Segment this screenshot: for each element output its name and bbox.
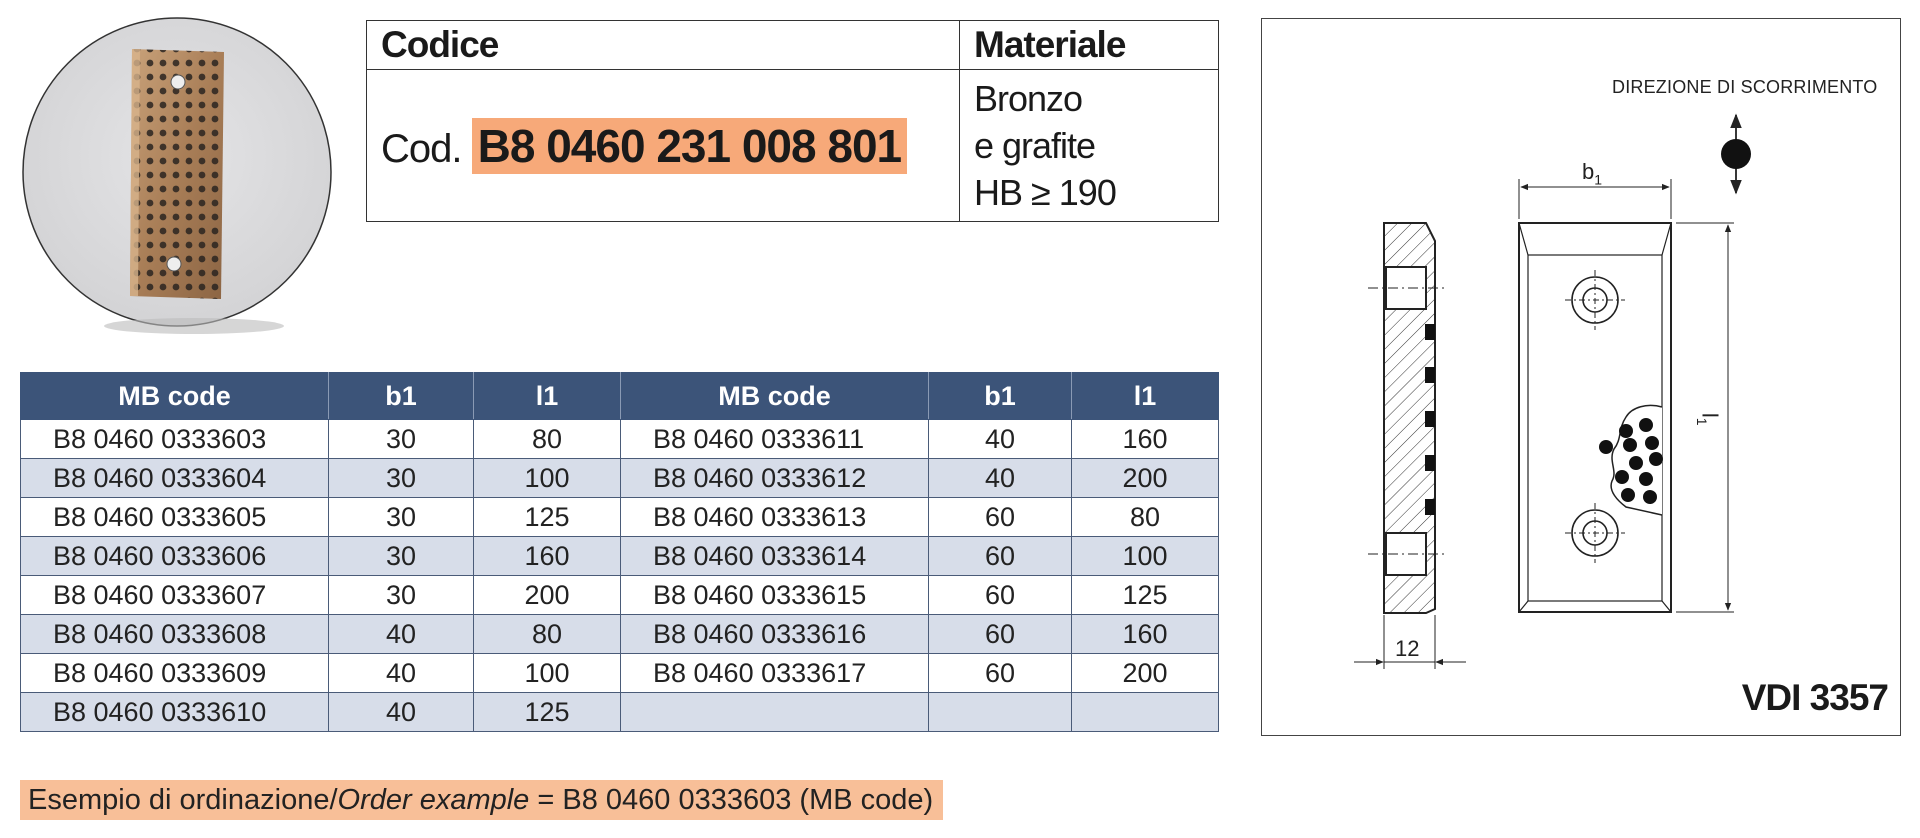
front-view (1519, 179, 1734, 612)
material-line: HB ≥ 190 (974, 172, 1116, 213)
mb-code-cell: B8 0460 0333616 (621, 615, 929, 654)
l1-cell: 80 (1072, 498, 1219, 537)
table-row (21, 654, 1219, 693)
mb-code-cell: B8 0460 0333603 (21, 420, 329, 459)
order-example-suffix: = B8 0460 0333603 (MB code) (529, 784, 934, 816)
b1-cell: 30 (329, 459, 474, 498)
sliding-direction-icon (1721, 115, 1751, 193)
b1-cell (929, 693, 1072, 732)
l1-cell: 80 (474, 420, 621, 459)
material-header: Materiale (960, 21, 1219, 70)
mb-code-cell: B8 0460 0333610 (21, 693, 329, 732)
l1-cell: 125 (474, 498, 621, 537)
direction-label: DIREZIONE DI SCORRIMENTO (1612, 77, 1878, 97)
b1-cell: 30 (329, 498, 474, 537)
l1-cell: 160 (474, 537, 621, 576)
table-row (21, 693, 1219, 732)
standard-label: VDI 3357 (1741, 677, 1888, 718)
mb-code-cell: B8 0460 0333612 (621, 459, 929, 498)
l1-cell: 200 (1072, 654, 1219, 693)
dimension-b1-label: $b_1$ (1582, 159, 1603, 188)
l1-cell: 100 (474, 459, 621, 498)
b1-cell: 30 (329, 420, 474, 459)
column-header: l1 (1072, 373, 1219, 420)
dimension-thickness-label: 12 (1395, 636, 1420, 661)
table-row (21, 576, 1219, 615)
mb-code-cell (621, 693, 929, 732)
material-line: Bronzo (974, 78, 1083, 119)
mb-code-table (20, 372, 1219, 732)
table-row (21, 537, 1219, 576)
column-header: b1 (329, 373, 474, 420)
b1-cell: 40 (929, 459, 1072, 498)
mb-code-cell: B8 0460 0333604 (21, 459, 329, 498)
table-header-row (21, 373, 1219, 420)
technical-drawing-panel (1261, 18, 1901, 736)
mb-code-cell: B8 0460 0333609 (21, 654, 329, 693)
technical-drawing (1262, 19, 1902, 737)
b1-cell: 60 (929, 576, 1072, 615)
l1-cell: 160 (1072, 420, 1219, 459)
b1-cell: 40 (329, 693, 474, 732)
mb-code-cell: B8 0460 0333608 (21, 615, 329, 654)
b1-cell: 60 (929, 615, 1072, 654)
mb-code-cell: B8 0460 0333611 (621, 420, 929, 459)
l1-cell: 125 (474, 693, 621, 732)
table-row (21, 498, 1219, 537)
material-cell (960, 70, 1219, 222)
mb-code-cell: B8 0460 0333617 (621, 654, 929, 693)
mb-code-cell: B8 0460 0333605 (21, 498, 329, 537)
order-example-prefix: Esempio di ordinazione/ (28, 784, 338, 816)
dimension-l1-label: $l_1$ (1694, 412, 1723, 426)
table-row (21, 459, 1219, 498)
table-row (21, 615, 1219, 654)
b1-cell: 60 (929, 537, 1072, 576)
order-example (20, 780, 943, 820)
l1-cell: 100 (474, 654, 621, 693)
code-cell (367, 70, 960, 222)
table-row (21, 420, 1219, 459)
l1-cell: 100 (1072, 537, 1219, 576)
column-header: MB code (21, 373, 329, 420)
code-value-highlight: B8 0460 231 008 801 (472, 118, 908, 174)
mb-code-cell: B8 0460 0333613 (621, 498, 929, 537)
b1-cell: 30 (329, 576, 474, 615)
b1-cell: 60 (929, 654, 1072, 693)
code-material-table (366, 20, 1219, 222)
b1-cell: 40 (329, 615, 474, 654)
b1-cell: 60 (929, 498, 1072, 537)
mb-code-cell: B8 0460 0333606 (21, 537, 329, 576)
mb-code-cell: B8 0460 0333607 (21, 576, 329, 615)
b1-cell: 30 (329, 537, 474, 576)
product-photo (14, 14, 334, 344)
column-header: l1 (474, 373, 621, 420)
l1-cell: 160 (1072, 615, 1219, 654)
l1-cell (1072, 693, 1219, 732)
l1-cell: 200 (474, 576, 621, 615)
order-example-italic: Order example (337, 784, 530, 816)
column-header: MB code (621, 373, 929, 420)
b1-cell: 40 (329, 654, 474, 693)
mb-code-cell: B8 0460 0333615 (621, 576, 929, 615)
code-header: Codice (367, 21, 960, 70)
l1-cell: 200 (1072, 459, 1219, 498)
l1-cell: 80 (474, 615, 621, 654)
column-header: b1 (929, 373, 1072, 420)
side-section-view (1354, 223, 1466, 669)
l1-cell: 125 (1072, 576, 1219, 615)
b1-cell: 40 (929, 420, 1072, 459)
code-prefix: Cod. (381, 126, 462, 171)
material-line: e grafite (974, 125, 1096, 166)
mb-code-cell: B8 0460 0333614 (621, 537, 929, 576)
